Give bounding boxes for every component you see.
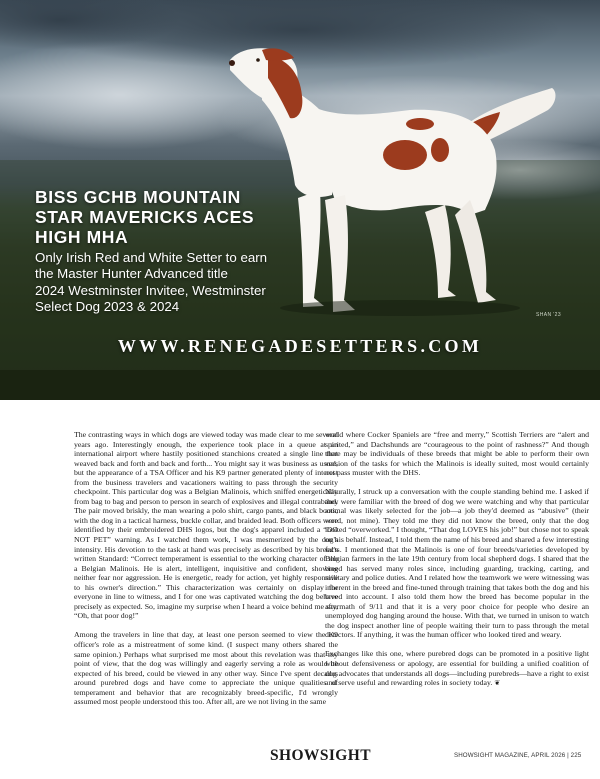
artist-signature: SHAN '23 [536, 312, 561, 318]
title-line-2: STAR MAVERICKS ACES [35, 207, 255, 227]
achievement-line-3: 2024 Westminster Invitee, Westminster [35, 282, 266, 298]
achievement-line-1: Only Irish Red and White Setter to earn [35, 250, 268, 265]
dog-title-heading [35, 187, 335, 247]
article-paragraph-text: Exchanges like this one, where purebred dogs can be promoted in a positive light without defensiveness or apology, are essential for building a unified coalition of dog advocates that understands all dogs—including purebreds—have a right to exist and serve useful and rewarding roles in society today. [325, 649, 589, 688]
article-paragraph: Among the travelers in line that day, at least one person seemed to view the K9 officer's role as a mistreatment of some kind. (I suspect many others shared the same opinion.) Perhaps what surprised me most about this revelation was that my point of view, that the dog was willingly and eagerly serving a role as would be expected of his breed, could be viewed in any other way. Since I've spent decades around purebred dogs and have come to appreciate the unique qualities of temperament and behavior that are recognizably breed-specific, I'd wrongly assumed most people understood this too. After all, are we not living in the same [74, 630, 338, 707]
article-column-right [325, 430, 589, 698]
article-paragraph: Naturally, I struck up a conversation with the couple standing behind me. I asked if they were familiar with the breed of dog we were watching and why that particular animal was likely selected for the job—a job they'd deemed as “abusive” (their word, not mine). They told me they did not know the breed, only that the dog looked “overworked.” I thought, “That dog LOVES his job!” but chose not to speak on his behalf. Instead, I told them the name of his breed and shared a few interesting facts. I mentioned that the Malinois is one of four breeds/varieties developed by Belgian farmers in the late 19th century from local shepherd dogs. I shared that the breed has served many roles since, including guarding, tracking, carting, and military and police duties. And I related how the teamwork we were witnessing was inherent in the breed and fine-tuned through training that takes both the dog and his breed into account. I also told them how the breed has become popular in the aftermath of 9/11 and that it is a very poor choice for people who desire an unemployed dog hanging around the house. With that, we turned in unison to watch the dog inspect another line of people waiting their turn to pass through the metal detectors. If anything, it was the human officer who looked tired and weary. [325, 487, 589, 640]
article-paragraph: The contrasting ways in which dogs are viewed today was made clear to me several years ago. Interestingly enough, the experience took place in a queue at an international airport where hastily positioned stanchions created a single line that weaved back and forth and back and forth... You might say it was business as usual, but the appearance of a TSA Officer and his K9 partner generated plenty of interest from the business travelers and vacationers waiting to pass through the security checkpoint. This particular dog was a Belgian Malinois, which sniffed energetically from bag to bag and person to person in search of explosives and illegal contraband. The pair moved briskly, the man wearing a polo shirt, cargo pants, and black boots, with the dog in a tactical harness, buckle collar, and braided lead. Both officers were identified by their embroidered DHS logos, but the dog's apparel included a “DO NOT PET” warning. As I watched them work, I was mesmerized by the dog's intensity. His devotion to the task at hand was precisely as described by his breed's written Standard: “Correct temperament is essential to the working character of the a Belgian Malinois. He is alert, intelligent, inquisitive and confident, showing neither fear nor aggression. He is energetic, ready for action, yet highly responsive to his owner's direction.” This characterization was certainly on display for everyone in line to witness, and I for one was captivated watching the dog behave precisely as expected. So, imagine my surprise when I heard a voice behind me say, “Oh, that poor dog!” [74, 430, 338, 621]
dog-achievements [35, 250, 335, 316]
magazine-logo: SHOWSIGHT [270, 747, 371, 764]
title-line-1: BISS GCHB MOUNTAIN [35, 187, 241, 207]
end-mark-icon: ❦ [494, 679, 501, 688]
website-link[interactable]: WWW.RENEGADESETTERS.COM [117, 336, 483, 356]
title-line-3: HIGH MHA [35, 227, 129, 247]
article-column-left [74, 430, 338, 716]
achievement-line-2: the Master Hunter Advanced title [35, 266, 228, 282]
article-paragraph: world where Cocker Spaniels are “free and merry,” Scottish Terriers are “alert and spirited,” and Dachshunds are “courageous to the point of rashness?” And though there may be individuals of these breeds that might be able to perform their own version of the tasks for which the Malinois is ideally suited, most would certainly not pass muster with the DHS. [325, 430, 589, 478]
page-info: SHOWSIGHT MAGAZINE, APRIL 2026 | 225 [454, 752, 582, 759]
achievement-line-4: Select Dog 2023 & 2024 [35, 299, 180, 315]
article-paragraph-final [325, 649, 589, 688]
